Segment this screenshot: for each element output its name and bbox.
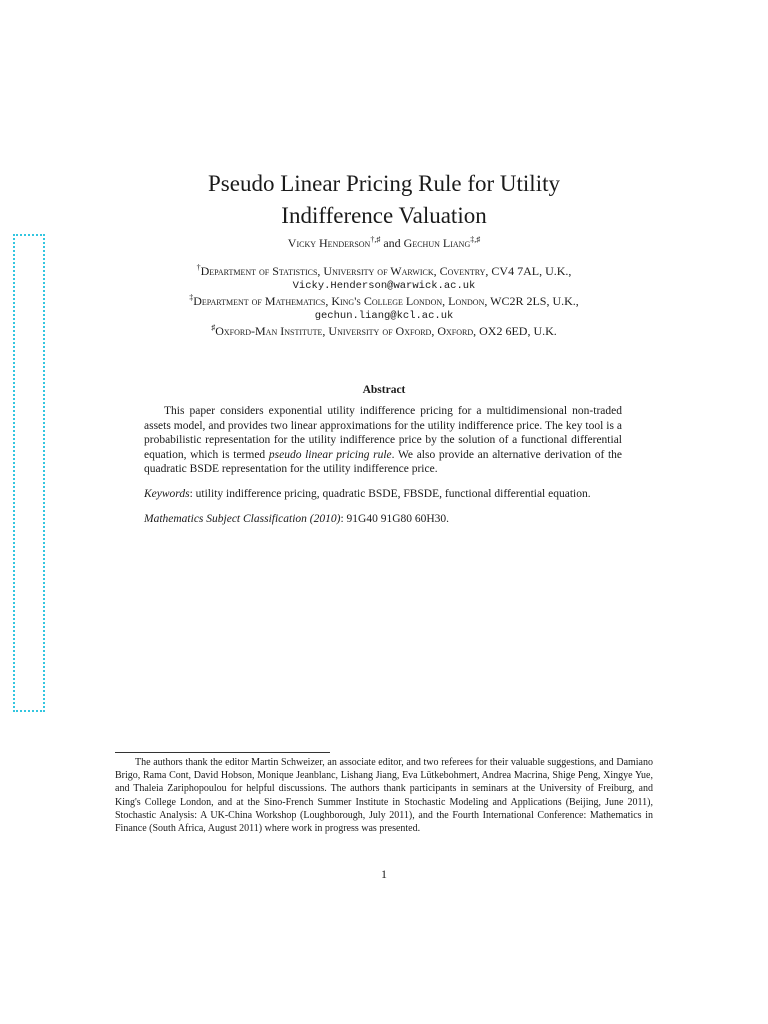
affiliation-oxford-mark: ♯ xyxy=(211,323,216,332)
keywords-label: Keywords xyxy=(144,487,190,500)
keywords-text: : utility indifference pricing, quadratic BSDE, FBSDE, functional differential equation. xyxy=(189,487,591,500)
affiliation-oxford xyxy=(0,324,768,339)
acknowledgement-footnote: The authors thank the editor Martin Schweizer, an associate editor, and two referees for their valuable suggestions, and Damiano Brigo, Rama Cont, David Hobson, Monique Jeanblanc, Lishang Jiang, Eva Lütkebohmert, Andrea Macrina, Shige Peng, Xingye Yue, and Thaleia Zariphopoulou for helpful discussions. The authors thank participants in seminars at the University of Freiburg, and King's College London, and at the Sino-French Summer Institute in Stochastic Modeling and Applications (Beijing, June 2011), Stochastic Analysis: A UK-China Workshop (Loughborough, July 2011), and the Fourth International Conference: Mathematics in Finance (South Africa, August 2011) where work in progress was presented. xyxy=(115,757,653,835)
author-conjunction: and xyxy=(383,236,401,250)
affiliations xyxy=(0,264,768,339)
msc-paragraph xyxy=(144,512,622,527)
page-number: 1 xyxy=(381,867,387,881)
abstract-emphasis: pseudo linear pricing rule xyxy=(268,448,392,461)
msc-label: Mathematics Subject Classification (2010) xyxy=(144,512,341,525)
affiliation-kcl-mark: ‡ xyxy=(189,293,194,302)
author-liang-marks: ‡,♯ xyxy=(470,235,481,244)
paper-title xyxy=(0,168,768,232)
abstract-paragraph xyxy=(144,404,622,477)
author-liang: Gechun Liang xyxy=(403,236,471,250)
msc-text: : 91G40 91G80 60H30. xyxy=(340,512,450,525)
author-henderson: Vicky Henderson xyxy=(287,236,371,250)
abstract-text-part2: . We also provide an alternative derivation of the quadratic BSDE representation for the utility indifference price. xyxy=(144,448,622,476)
abstract-text-part1: This paper considers exponential utility indifference pricing for a multidimensional non-traded assets model, and provides two linear approximations for the utility indifference price. The key tool is a probabilistic representation for the utility indifference price by the solution of a functional differential equation, which is termed xyxy=(144,405,622,461)
affiliation-warwick xyxy=(0,264,768,279)
abstract-body xyxy=(144,404,622,536)
keywords-paragraph xyxy=(144,487,622,502)
footnote-rule xyxy=(115,752,330,753)
email-liang[interactable]: gechun.liang@kcl.ac.uk xyxy=(314,310,454,322)
affiliation-kcl xyxy=(0,294,768,309)
affiliation-kcl-text: Department of Mathematics, King's College London, London, WC2R 2LS, U.K., xyxy=(193,294,579,308)
title-line-1: Pseudo Linear Pricing Rule for Utility xyxy=(208,171,560,196)
author-list xyxy=(0,236,768,251)
abstract-heading: Abstract xyxy=(362,384,406,396)
title-line-2: Indifference Valuation xyxy=(281,203,487,228)
author-henderson-marks: †,♯ xyxy=(370,235,381,244)
affiliation-warwick-text: Department of Statistics, University of Warwick, Coventry, CV4 7AL, U.K., xyxy=(200,264,572,278)
email-henderson[interactable]: Vicky.Henderson@warwick.ac.uk xyxy=(292,280,476,292)
affiliation-warwick-mark: † xyxy=(196,263,201,272)
affiliation-oxford-text: Oxford-Man Institute, University of Oxford, Oxford, OX2 6ED, U.K. xyxy=(215,324,557,338)
